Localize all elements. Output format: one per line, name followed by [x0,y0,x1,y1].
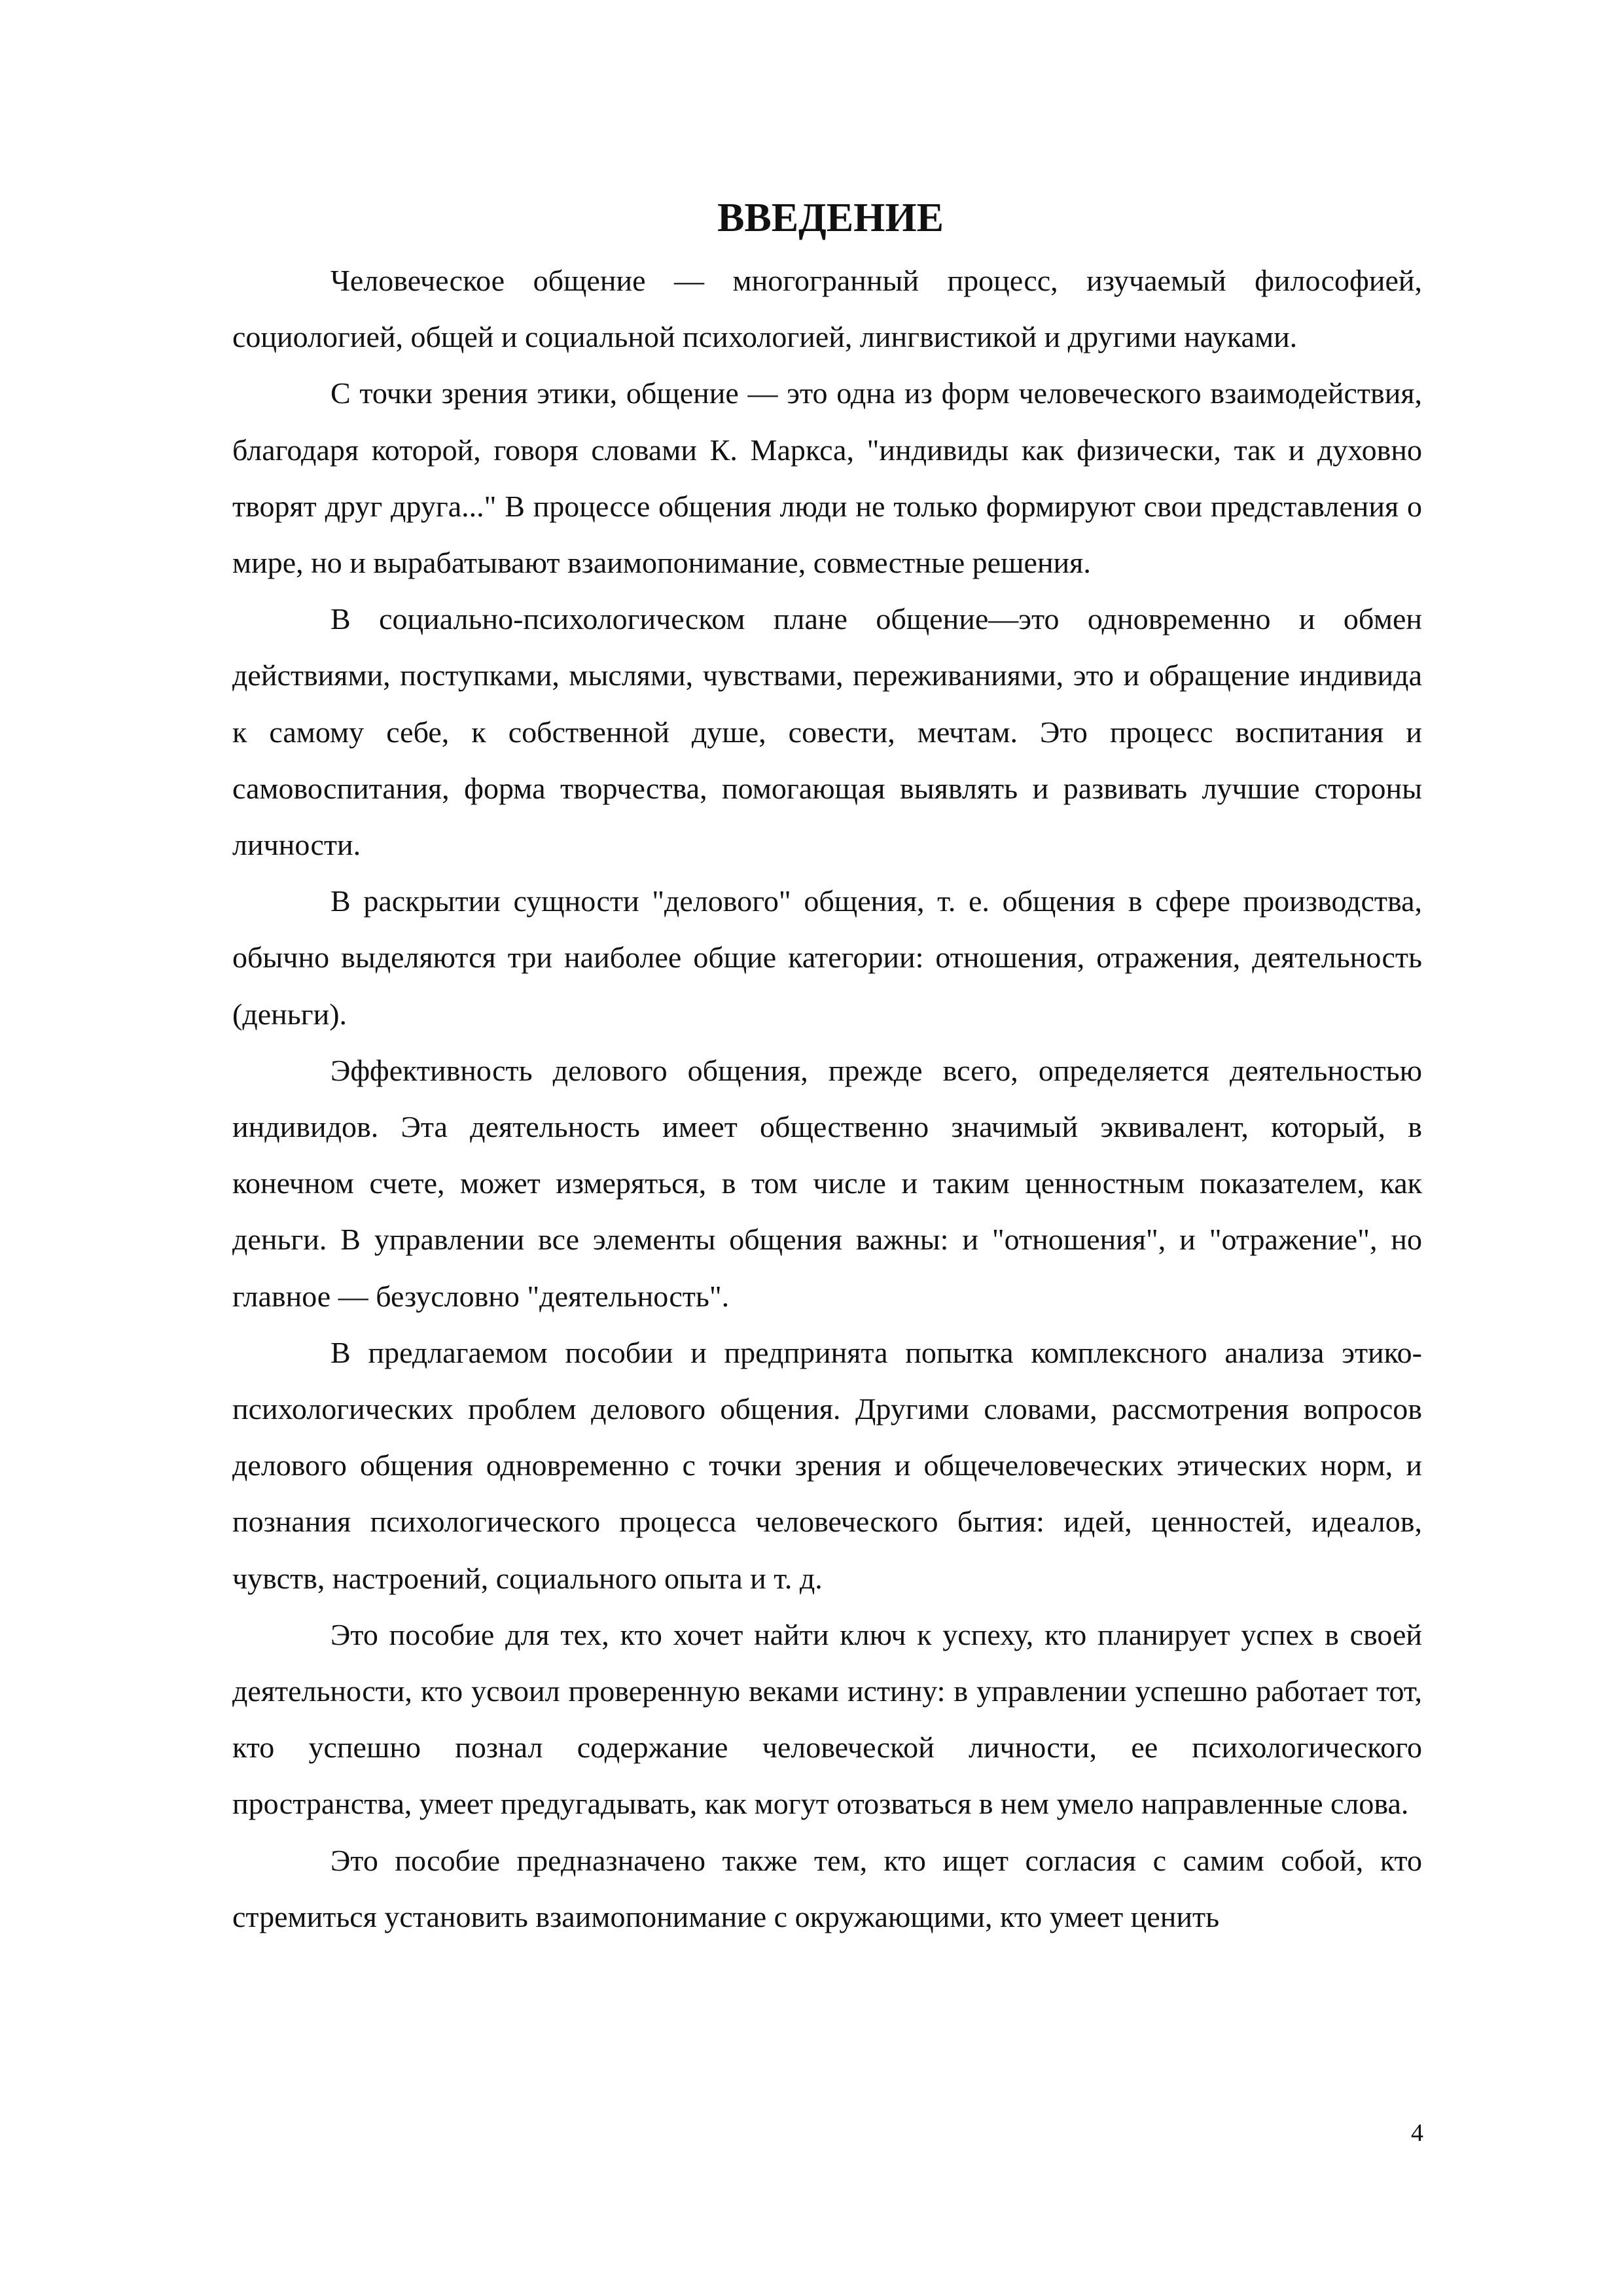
page-title: ВВЕДЕНИЕ [717,196,944,240]
paragraph-7: Это пособие для тех, кто хочет найти ключ к успеху, кто планирует успех в своей деятельности, кто усвоил проверенную веками истину: в управлении успешно работает тот, кто успешно познал содержание человеческой личности, ее психологического пространства, умеет предугадывать, как могут отозваться в нем умело направленные слова. [232,1617,1422,1821]
paragraph-8: Это пособие предназначено также тем, кто ищет согласия с самим собой, кто стремиться установить взаимопонимание с окружающими, кто умеет ценить [232,1843,1422,1933]
paragraph-3: В социально-психологическом плане общение—это одновременно и обмен действиями, поступками, мыслями, чувствами, переживаниями, это и обращение индивида к самому себе, к собственной душе, совести, мечтам. Это процесс воспитания и самовоспитания, форма творчества, помогающая выявлять и развивать лучшие стороны личности. [232,602,1422,862]
paragraph-6: В предлагаемом пособии и предпринята попытка комплексного анализа этико-психологических проблем делового общения. Другими словами, рассмотрения вопросов делового общения одновременно с точки зрения и общечеловеческих этических норм, и познания психологического процесса человеческого бытия: идей, ценностей, идеалов, чувств, настроений, социального опыта и т. д. [232,1335,1422,1595]
paragraph-2: С точки зрения этики, общение — это одна из форм человеческого взаимодействия, благодаря которой, говоря словами К. Маркса, "индивиды как физически, так и духовно творят друг друга..." В процессе общения люди не только формируют свои представления о мире, но и вырабатывают взаимопонимание, совместные решения. [232,376,1422,580]
paragraph-4: В раскрытии сущности "делового" общения, т. е. общения в сфере производства, обычно выделяются три наиболее общие категории: отношения, отражения, деятельность (деньги). [232,884,1422,1031]
paragraph-1: Человеческое общение — многогранный процесс, изучаемый философией, социологией, общей и социальной психологией, лингвистикой и другими науками. [232,264,1422,354]
page-number: 4 [1411,2119,1423,2147]
page-content [232,190,1422,1945]
paragraph-5: Эффективность делового общения, прежде всего, определяется деятельностью индивидов. Эта деятельность имеет общественно значимый эквивалент, который, в конечном счете, может измеряться, в том числе и таким ценностным показателем, как деньги. В управлении все элементы общения важны: и "отношения", и "отражение", но главное — безусловно "деятельность". [232,1053,1422,1313]
